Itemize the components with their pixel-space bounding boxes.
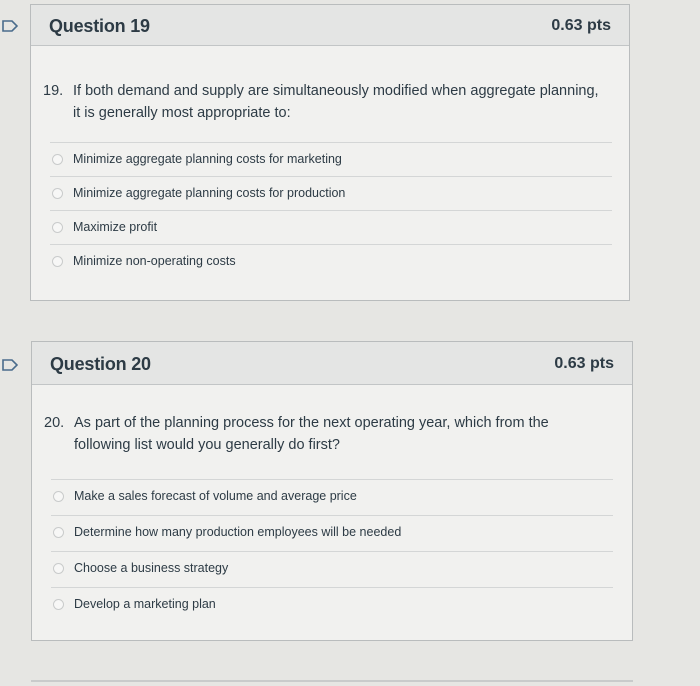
- answer-label[interactable]: Determine how many production employees will be needed: [74, 525, 402, 539]
- answer-option[interactable]: [50, 176, 612, 210]
- radio-button[interactable]: [53, 563, 64, 574]
- answer-label[interactable]: Minimize non-operating costs: [73, 254, 236, 268]
- question-header: [31, 5, 629, 46]
- answer-label[interactable]: Minimize aggregate planning costs for production: [73, 186, 346, 200]
- question-text-line2: following list would you generally do first?: [74, 437, 340, 453]
- answer-label[interactable]: Choose a business strategy: [74, 561, 229, 575]
- answer-label[interactable]: Minimize aggregate planning costs for marketing: [73, 152, 342, 166]
- answer-option[interactable]: [51, 587, 613, 623]
- answer-label[interactable]: Develop a marketing plan: [74, 597, 216, 611]
- radio-button[interactable]: [53, 491, 64, 502]
- answer-list: [51, 479, 613, 623]
- flag-question-icon[interactable]: [2, 359, 18, 371]
- question-number: 19.: [43, 83, 64, 99]
- answer-label[interactable]: Maximize profit: [73, 220, 158, 234]
- question-title: Question 19: [49, 16, 150, 36]
- radio-button[interactable]: [53, 599, 64, 610]
- flag-question-icon[interactable]: [2, 20, 18, 32]
- radio-button[interactable]: [52, 222, 63, 233]
- question-text-line1: If both demand and supply are simultaneously modified when aggregate planning,: [73, 83, 599, 99]
- question-points: 0.63 pts: [551, 17, 611, 34]
- radio-button[interactable]: [52, 256, 63, 267]
- question-text: [43, 80, 613, 124]
- divider: [31, 680, 633, 682]
- radio-button[interactable]: [52, 154, 63, 165]
- question-title: Question 20: [50, 354, 151, 374]
- answer-option[interactable]: [50, 142, 612, 176]
- answer-label[interactable]: Make a sales forecast of volume and average price: [74, 489, 357, 503]
- radio-button[interactable]: [52, 188, 63, 199]
- answer-option[interactable]: [51, 479, 613, 515]
- question-text: [44, 412, 614, 456]
- question-text-line1: As part of the planning process for the next operating year, which from the: [74, 415, 549, 431]
- answer-list: [50, 142, 612, 278]
- question-number: 20.: [44, 415, 65, 431]
- radio-button[interactable]: [53, 527, 64, 538]
- answer-option[interactable]: [51, 551, 613, 587]
- answer-option[interactable]: [50, 210, 612, 244]
- question-20: [31, 341, 633, 641]
- answer-option[interactable]: [50, 244, 612, 278]
- question-19: [30, 4, 630, 301]
- answer-option[interactable]: [51, 515, 613, 551]
- question-points: 0.63 pts: [554, 355, 614, 372]
- question-text-line2: it is generally most appropriate to:: [73, 105, 291, 121]
- question-header: [32, 342, 632, 385]
